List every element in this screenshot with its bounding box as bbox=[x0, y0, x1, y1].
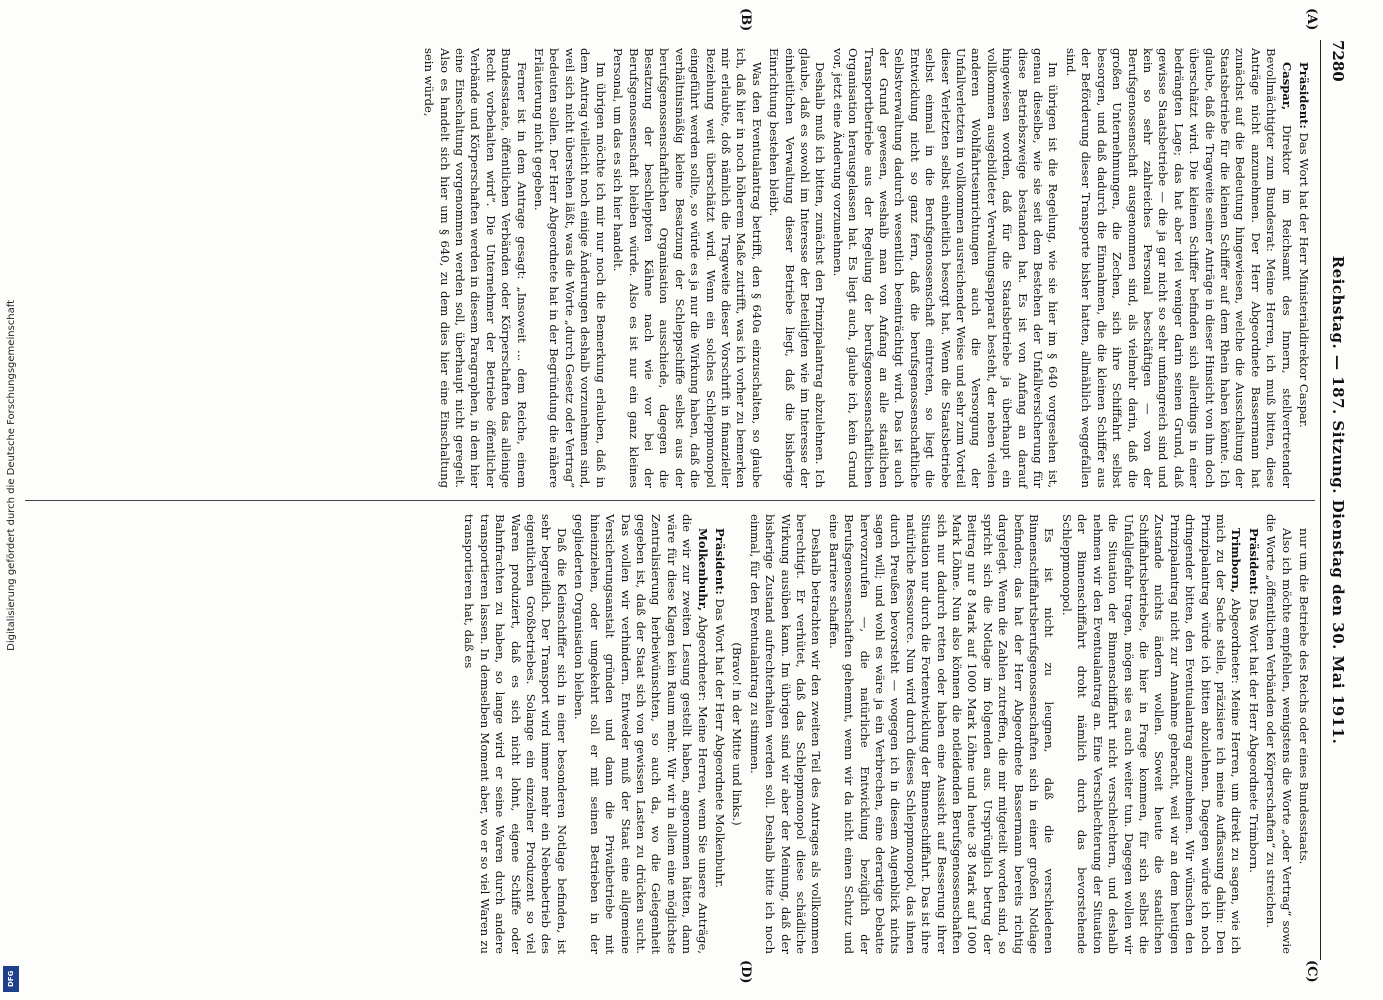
paragraph-text: Abgeordneter: Meine Herren, um direkt zu sagen, wie ich mich zu der Sache stelle, präzisiere ich meine Auffassung dahin: Den Prinzipalantrag würde ich bitten abzulehnen. Dagegen würde ich noch dringender bitten, den Eventualantrag anzunehmen. Wir wünschen den Prinzipalantrag nicht zur Annahme gebracht, weil wir an dem heutigen Zustande nichts ändern wollen. Soweit heute die staatlichen Schiffahrtsbetriebe, die hier in Frage kommen, für sich selbst die Unfallgefahr tragen, mögen sie es auch weiter tun. Dagegen wollen wir die Situation der Binnenschiffahrt nicht verschlechtern, und deshalb nehmen wir den Eventualantrag an. Eine Verschlechterung der Situation der Binnenschiffahrt droht nämlich durch das bevorstehende Schleppmonopol. bbox=[1059, 514, 1244, 954]
page-header bbox=[1321, 40, 1351, 960]
speaker-name: Molkenbuhr, bbox=[695, 528, 710, 612]
speaker-name: Caspar, bbox=[1279, 62, 1294, 111]
speaker-name: Trimborn, bbox=[1229, 528, 1244, 593]
paragraph bbox=[610, 48, 764, 488]
paragraph-text: Abgeordneter: Meine Herren, wenn Sie unsere Anträge, die wir zur zweiten Lesung gestellt haben, angenommen hätten, dann wäre für diese Klagen kein Raum mehr. Wir wir in allem eine möglichste Zentralisierung herbeiwünschten, so auch da, wo die Gelegenheit gegeben ist, daß der Staat sich von gewissen Lasten zu drücken sucht. Das wollen wir verhindern. Entweder muß der Staat eine allgemeine Versicherungsanstalt gründen und dann die Privatbetriebe mit hineinziehen, oder umgekehrt soll er mit seinen Betrieben in der gegliederten Organisation bleiben. bbox=[572, 514, 710, 954]
paragraph-text: Daß die Kleinschiffer sich in einer besonderen Notlage befinden, ist sehr begreiflich. Der Transport wird immer mehr ein Nebenbetrieb des eigentlichen Großbetriebes. Solange ein einzelner Produzent so viel Waren produziert, daß es sich nicht lohnt, eigene Schiffe oder Bahnfrachten zu haben, so lange wird er seine Waren durch andere transportieren lassen. In demselben Moment aber, wo er so viel Waren zu transportieren hat, daß es bbox=[462, 514, 569, 954]
paragraph bbox=[531, 48, 608, 488]
right-column bbox=[459, 514, 1311, 954]
paragraph bbox=[766, 48, 828, 488]
paragraph bbox=[746, 514, 823, 954]
paragraph bbox=[1063, 48, 1294, 488]
paragraph-text: Also ich möchte empfehlen, wenigstens die Worte „oder Vertrag“ sowie die Worte „öffentlichen Verbänden oder Körperschaften“ zu streichen. bbox=[1264, 514, 1294, 954]
paragraph bbox=[712, 514, 727, 954]
paragraph-text: Im übrigen möchte ich mir nur noch die Bemerkung erlauben, daß in dem Antrag vielleicht noch einige Änderungen deshalb vorzunehmen sind, weil sich nicht übersehen läßt, was die Worte „durch Gesetz oder Vertrag“ bedeuten sollen. Der Herr Abgeordnete hat in der Begründung die nähere Erläuterung nicht gegeben. bbox=[532, 48, 608, 488]
paragraph bbox=[1059, 514, 1244, 954]
paragraph-text: Direktor im Reichsamt des Innern, stellvertretender Bevollmächtigter zum Bundesrat: Meine Herren, ich muß bitten, diese Anträge nicht anzunehmen. Der Herr Abgeordnete Bassermann hat zunächst auf die Bedeutung hingewiesen, welche die Ausschaltung der Staatsbetriebe für die kleinen Schiffer auf dem Rhein haben könnte. Ich glaube, daß die Tragweite seiner Anträge in dieser Hinsicht von ihm doch überschätzt wird. Die kleinen Schiffer befinden sich allerdings in einer bedrängten Lage; das hat aber viel weniger darin seinen Grund, daß gewisse Staatsbetriebe — die ja gar nicht so sehr umfangreich sind und kein so sehr zahlreiches Personal beschäftigen — von der Berufsgenossenschaft ausgenommen sind, als vielmehr darin, daß die großen Unternehmungen, die Zechen, sich ihre Schiffahrt selbst besorgen, und daß dadurch die Einnahmen, die die kleinen Schiffer aus der Beförderung dieser Transporte bisher hatten, allmählich weggefallen sind. bbox=[1063, 48, 1294, 489]
dfg-logo: DFG bbox=[3, 966, 19, 992]
paragraph bbox=[461, 514, 569, 954]
paragraph-text: Im übrigen ist die Regelung, wie sie hier im § 640 vorgesehen ist, genau dieselbe, wie sie seit dem Bestehen der Unfallversicherung für diese Betriebszweige bestanden hat. Es ist von Anfang an darauf hingewiesen worden, daß für die Staatsbetriebe ja überhaupt ein vollkommen ausgebildeter Verwaltungsapparat besteht, der neben vielen anderen Wohlfahrtseinrichtungen auch die Versorgung der Unfallverletzten in vollkommen ausreichender Weise und sehr zum Vorteil dieser Verletzten selbst einheitlich besorgt hat. Wenn die Staatsbetriebe selbst einmal in die Berufsgenossenschaft eintreten, so liegt die Entwicklung nicht so ganz fern, daß die berufsgenossenschaftliche Selbstverwaltung dadurch wesentlich beeinträchtigt wird. Das ist auch der Grund gewesen, weshalb man von Anfang an alle staatlichen Transportbetriebe aus der Regelung der berufsgenossenschaftlichen Organisation herausgelassen hat. Es liegt auch, glaube ich, kein Grund vor, jetzt eine Änderung vorzunehmen. bbox=[830, 48, 1061, 488]
paragraph bbox=[829, 48, 1060, 488]
paragraph bbox=[1245, 514, 1260, 954]
paragraph-text: Das Wort hat der Herr Ministerialdirektor Caspar. bbox=[1297, 132, 1311, 428]
paragraph-text: Was den Eventualantrag betrifft, den § 640a einzuschalten, so glaube ich, daß hier in noch höherem Maße zutrifft, was ich vorher zu bemerken mir erlaubte, doß nämlich die Tragweite dieser Vorschrift in finanzieller Beziehung weit überschätzt wird. Wenn ein solches Schleppmonopol eingeführt werden sollte, so würde es ja nur die Wirkung haben, daß die verhältnismäßig kleine Besatzung der Schleppschiffe selbst aus der berufsgenossenschaftlichen Organisation ausschiede, dagegen die Besatzung der beschleppten Kähne nach wie vor bei der Berufsgenossenschaft bleiben würde. Also es ist nur ein ganz kleines Personal, um das es sich hier handelt. bbox=[611, 48, 764, 488]
paragraph-text: (Bravo! in der Mitte und links.) bbox=[730, 642, 745, 826]
speaker-name: Präsident: bbox=[712, 528, 727, 595]
margin-mark-c: (C) bbox=[1304, 960, 1319, 983]
margin-mark-b: (B) bbox=[738, 8, 753, 32]
speaker-name: Präsident: bbox=[1297, 62, 1311, 129]
paragraph bbox=[421, 48, 529, 488]
paragraph-text: nur um die Betriebe des Reichs oder eines Bundesstaats. bbox=[1297, 528, 1311, 865]
paragraph-text: Deshalb betrachten wir den zweiten Teil des Antrages als vollkommen berechtigt. Er verhütet, daß das Schleppmonopol diese schädliche Wirkung ausüben kann. Im übrigen sind wir aber der Meinung, daß der bisherige Zustand aufrechterhalten werden soll. Deshalb bitte ich noch einmal, für den Eventualantrag zu stimmen. bbox=[747, 514, 824, 954]
left-column bbox=[419, 48, 1311, 488]
header-rule bbox=[1320, 40, 1321, 960]
paragraph bbox=[825, 514, 1056, 954]
paragraph bbox=[1296, 514, 1311, 954]
paragraph bbox=[1263, 514, 1294, 954]
column-separator bbox=[25, 500, 1315, 501]
paragraph-text: Deshalb muß ich bitten, zunächst den Prinzipalantrag abzulehnen. Ich glaube, daß es sowohl im Interesse der Beteiligten wie im Interesse der einheitlichen Verwaltung dieser Betriebe liegt, daß die bisherige Einrichtung bestehen bleibt. bbox=[767, 48, 828, 488]
paragraph-text: Ferner ist in dem Antrage gesagt: „Insoweit ... dem Reiche, einem Bundesstaate, öffentlichen Verbänden oder Körperschaften das alleinige Recht vorbehalten wird“. Die Unternehmer der Betriebe öffentlicher Verbände und Körperschaften werden in diesem Paragraphen, in dem hier eine Einschaltung vorgenommen werden soll, überhaupt nicht geregelt. Also es handelt sich hier um § 640, zu dem dies hier eine Einschaltung sein würde, bbox=[422, 48, 529, 488]
paragraph-text: Das Wort hat der Herr Abgeordnete Molkenbuhr. bbox=[712, 598, 727, 889]
margin-mark-d: (D) bbox=[738, 960, 753, 984]
paragraph-text: Das Wort hat der Herr Abgeordnete Trimborn. bbox=[1246, 598, 1261, 873]
speaker-name: Präsident: bbox=[1246, 528, 1261, 595]
margin-mark-a: (A) bbox=[1304, 8, 1319, 31]
paragraph bbox=[1296, 48, 1311, 488]
paragraph-text: Es ist nicht zu leugnen, daß die verschiedenen Binnenschiffahrtsberufsgenossenschaften sich in einer großen Notlage befinden; das hat der Herr Abgeordnete Bassermann bereits richtig dargelegt. Wenn die Zahlen zutreffen, die mir mitgeteilt worden sind, so spricht sich die Notlage im folgenden aus. Ursprünglich betrug der Beitrag nur 8 Mark auf 1000 Mark Löhne und heute 38 Mark auf 1000 Mark Löhne. Nun also können die notleidenden Berufsgenossenschaften sich nur dadurch retten oder haben eine Aussicht auf Besserung ihrer Situation nur durch die Fortentwicklung der Binnenschiffahrt. Das ist ihre natürliche Ressource. Nun wird durch dieses Schleppmonopol, das ihnen durch Preußen bevorsteht — wogegen ich in diesem Augenblick nichts sagen will; und wohl es wäre ja ein Verbrechen, eine derartige Debatte hervorzurufen —, die natürliche Entwicklung bezüglich der Berufsgenossenschaften gehemmt, wenn wir da nicht einen Schutz und eine Barriere schaffen. bbox=[826, 514, 1057, 954]
page-number: 7280 bbox=[1329, 40, 1347, 82]
paragraph bbox=[571, 514, 710, 954]
digitization-note: Digitalisierung gefördert durch die Deutsche Forschungsgemeinschaft bbox=[6, 300, 17, 651]
page-title: Reichstag. — 187. Sitzung. Dienstag den 30. Mai 1911. bbox=[1329, 255, 1347, 745]
paragraph bbox=[729, 514, 744, 954]
